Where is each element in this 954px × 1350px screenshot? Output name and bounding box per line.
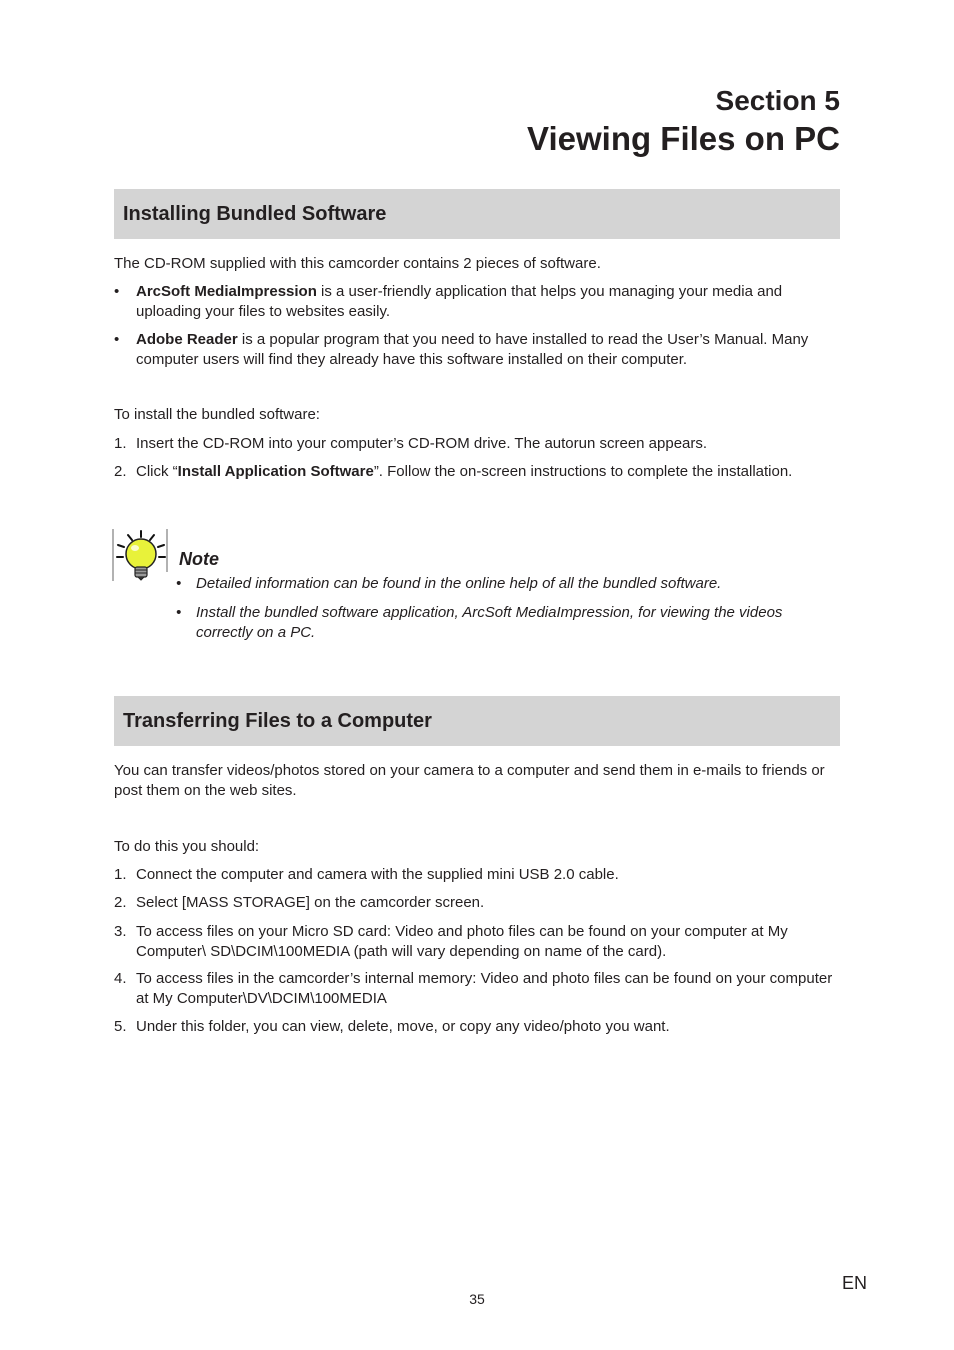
- note-title: Note: [179, 549, 219, 569]
- step-item: [114, 865, 840, 885]
- bullet-marker: •: [114, 331, 120, 348]
- step-item: [114, 969, 840, 1008]
- section-heading-install: Installing Bundled Software: [123, 203, 387, 225]
- language-label: EN: [841, 1273, 867, 1293]
- step-text-post: ”. Follow the on-screen instructions to complete the installation.: [373, 463, 793, 480]
- section-heading-bar: [114, 189, 840, 239]
- paragraph-transfer-steps-intro: To do this you should:: [114, 838, 260, 855]
- note-item-text: Detailed information can be found in the online help of all the bundled software.: [196, 575, 722, 592]
- step-number: 4.: [114, 970, 127, 987]
- bullet-description: is a popular program that you need to have installed to read the User’s Manual. Many computer users will find they already have this software installed on their computer.: [136, 331, 809, 368]
- step-text-pre: Click “: [136, 463, 178, 480]
- step-item: [114, 893, 840, 913]
- bullet-item: [114, 330, 840, 369]
- section-heading-bar: [114, 696, 840, 746]
- note-item: [176, 574, 840, 594]
- step-text: Connect the computer and camera with the supplied mini USB 2.0 cable.: [136, 866, 619, 883]
- step-text: Under this folder, you can view, delete, move, or copy any video/photo you want.: [136, 1018, 670, 1035]
- step-number: 1.: [114, 435, 127, 452]
- bullet-text: [136, 330, 840, 369]
- bullet-bold-term: Adobe Reader: [136, 331, 238, 348]
- section-heading-transfer: Transferring Files to a Computer: [123, 710, 432, 732]
- step-number: 2.: [114, 463, 127, 480]
- step-item: [114, 434, 840, 454]
- lightbulb-icon: [112, 528, 170, 582]
- bullet-bold-term: ArcSoft MediaImpression: [136, 283, 317, 300]
- step-item: [114, 462, 840, 482]
- note-bullet-marker: •: [176, 575, 182, 592]
- step-text: Select [MASS STORAGE] on the camcorder screen.: [136, 894, 485, 911]
- page-number: 35: [469, 1291, 485, 1307]
- step-item: [114, 922, 840, 961]
- paragraph-transfer-intro: You can transfer videos/photos stored on your camera to a computer and send them in e-mails to friends or post them on the web sites.: [114, 762, 825, 799]
- bullet-marker: •: [114, 283, 120, 300]
- bullet-item: [114, 282, 840, 321]
- step-text: To access files on your Micro SD card: Video and photo files can be found on your computer at My Computer\ SD\DCIM\100MEDIA (path will vary depending on name of the card).: [136, 923, 788, 960]
- bullet-description: is a user-friendly application that helps you managing your media and uploading your files to websites easily.: [136, 283, 783, 320]
- paragraph-install-steps-intro: To install the bundled software:: [114, 406, 320, 423]
- step-text: [136, 462, 840, 482]
- paragraph-install-intro: The CD-ROM supplied with this camcorder contains 2 pieces of software.: [114, 255, 601, 272]
- page-title: Viewing Files on PC: [527, 120, 840, 157]
- note-item-text: Install the bundled software application, ArcSoft MediaImpression, for viewing the videos correctly on a PC.: [196, 604, 783, 641]
- note-item: [176, 603, 840, 642]
- step-number: 1.: [114, 866, 127, 883]
- step-text: Insert the CD-ROM into your computer’s CD-ROM drive. The autorun screen appears.: [136, 435, 708, 452]
- step-number: 2.: [114, 894, 127, 911]
- note-bullet-marker: •: [176, 604, 182, 621]
- step-bold-term: Install Application Software: [177, 463, 374, 480]
- section-label: Section 5: [715, 85, 840, 116]
- step-item: [114, 1017, 840, 1037]
- step-text: To access files in the camcorder’s internal memory: Video and photo files can be found on your computer at My Computer\DV\DCIM\100MEDIA: [136, 970, 833, 1007]
- step-number: 5.: [114, 1018, 127, 1035]
- step-number: 3.: [114, 923, 127, 940]
- bullet-text: [136, 282, 840, 321]
